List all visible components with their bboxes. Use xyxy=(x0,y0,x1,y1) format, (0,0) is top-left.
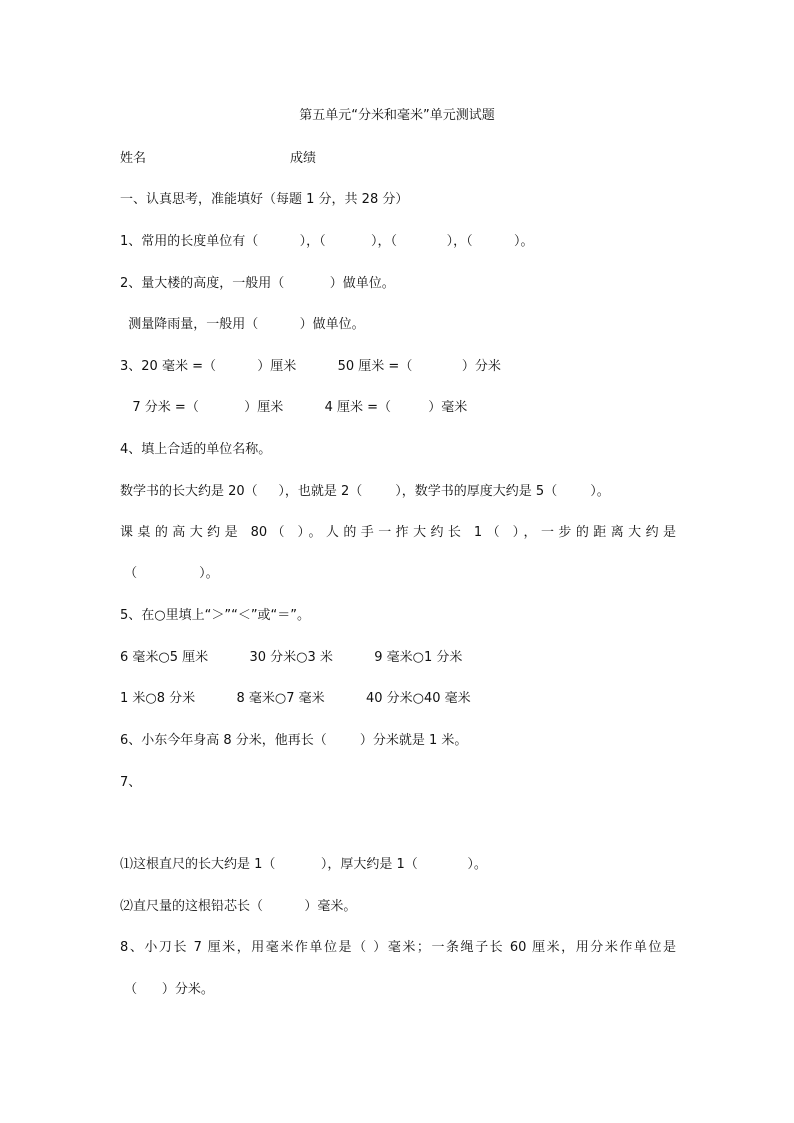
question-3a: 3、20 毫米 =（ ）厘米 50 厘米 =（ ）分米 xyxy=(120,359,501,374)
question-2a: 2、量大楼的高度，一般用（ ）做单位。 xyxy=(120,276,395,291)
question-1: 1、常用的长度单位有（ ），（ ），（ ），（ ）。 xyxy=(120,234,534,249)
section-heading: 一、认真思考，准能填好（每题 1 分，共 28 分） xyxy=(120,192,409,207)
question-6: 6、小东今年身高 8 分米，他再长（ ）分米就是 1 米。 xyxy=(120,733,468,748)
question-8a: 8、小刀长 7 厘米，用毫米作单位是（ ）毫米；一条绳子长 60 厘米，用分米作单位是 xyxy=(120,940,676,955)
question-4: 4、填上合适的单位名称。 xyxy=(120,442,272,457)
question-5: 5、在○里填上“＞”“＜”或“＝”。 xyxy=(120,608,311,623)
question-5b: 1 米○8 分米 8 毫米○7 毫米 40 分米○40 毫米 xyxy=(120,691,471,706)
question-7: 7、 xyxy=(120,775,142,790)
question-8b: （ ）分米。 xyxy=(120,982,214,997)
question-3b: 7 分米 =（ ）厘米 4 厘米 =（ ）毫米 xyxy=(120,400,468,415)
question-4b: 课桌的高大约是 80（ ）。人的手一拃大约长 1（ ），一步的距离大约是 xyxy=(120,525,676,540)
page-title: 第五单元“分米和毫米”单元测试题 xyxy=(299,108,495,123)
question-4c: （ ）。 xyxy=(120,566,219,581)
name-label: 姓名 xyxy=(120,151,147,166)
score-label: 成绩 xyxy=(290,151,317,166)
question-4a: 数学书的长大约是 20（ ），也就是 2（ ），数学书的厚度大约是 5（ ）。 xyxy=(120,484,610,499)
question-2b: 测量降雨量，一般用（ ）做单位。 xyxy=(120,317,365,332)
question-7b: ⑵直尺量的这根铅芯长（ ）毫米。 xyxy=(120,899,357,914)
question-7a: ⑴这根直尺的长大约是 1（ ），厚大约是 1（ ）。 xyxy=(120,857,487,872)
question-5a: 6 毫米○5 厘米 30 分米○3 米 9 毫米○1 分米 xyxy=(120,650,463,665)
